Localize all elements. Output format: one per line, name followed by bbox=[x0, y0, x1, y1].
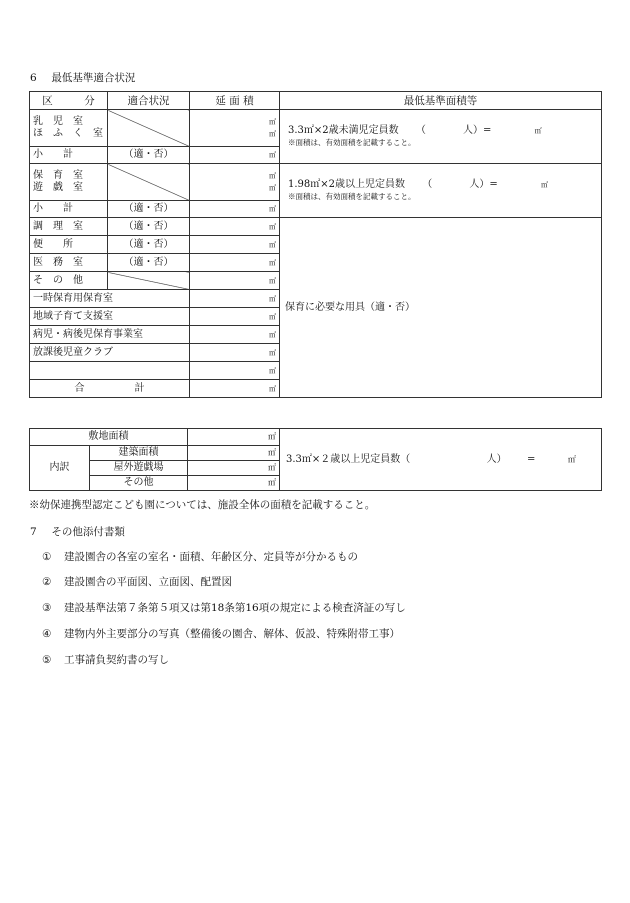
requirement-under2 bbox=[280, 110, 602, 164]
attachment-number: ⑤ bbox=[42, 654, 52, 666]
minimum-standard-table bbox=[29, 91, 602, 398]
area-input-cell[interactable]: ㎡ bbox=[188, 446, 280, 461]
section-7-number: 7 bbox=[30, 526, 37, 538]
kodomoen-note: ※幼保連携型認定こども園については、施設全体の面積を記載すること。 bbox=[29, 499, 376, 511]
site-area-table bbox=[29, 428, 602, 491]
tekigo-mark[interactable]: （適・否） bbox=[108, 201, 190, 218]
list-item bbox=[42, 626, 400, 641]
sick-child-label: 病児・病後児保育事業室 bbox=[30, 326, 190, 344]
attachment-number: ② bbox=[42, 576, 52, 588]
area-input-cell[interactable] bbox=[190, 110, 280, 147]
area-input-cell[interactable]: ㎡ bbox=[190, 362, 280, 380]
list-item bbox=[42, 549, 358, 564]
area-input-cell[interactable]: ㎡ bbox=[190, 272, 280, 290]
attachment-number: ① bbox=[42, 551, 52, 563]
area-input-cell[interactable]: ㎡ bbox=[190, 344, 280, 362]
area-input-cell[interactable]: ㎡ bbox=[190, 254, 280, 272]
other-label: そ の 他 bbox=[30, 272, 108, 290]
list-item bbox=[42, 574, 232, 589]
area-input-cell[interactable]: ㎡ bbox=[190, 147, 280, 164]
site-requirement bbox=[280, 429, 602, 491]
area-input-cell[interactable]: ㎡ bbox=[190, 380, 280, 398]
area-input-cell[interactable]: ㎡ bbox=[188, 461, 280, 476]
header-tekigo: 適合状況 bbox=[108, 92, 190, 110]
table-row bbox=[30, 429, 602, 446]
area-input-cell[interactable]: ㎡ bbox=[190, 326, 280, 344]
tekigo-mark[interactable]: （適・否） bbox=[108, 236, 190, 254]
area-input-cell[interactable]: ㎡ bbox=[190, 236, 280, 254]
list-item bbox=[42, 652, 169, 667]
req2-unit: ㎡ bbox=[540, 180, 548, 189]
diagonal-cell bbox=[108, 272, 190, 290]
breakdown-label: 内訳 bbox=[30, 446, 90, 491]
header-kijun: 最低基準面積等 bbox=[280, 92, 602, 110]
req2-main: 1.98㎡×2歳以上児定員数 bbox=[288, 178, 406, 190]
section-7-title: その他添付書類 bbox=[51, 526, 125, 538]
req2-note: ※面積は、有効面積を記載すること。 bbox=[288, 191, 416, 201]
req1-paren-open: （ bbox=[415, 124, 426, 136]
section-7-heading bbox=[30, 524, 125, 539]
diagonal-cell bbox=[108, 164, 190, 201]
outdoor-play-label: 屋外遊戯場 bbox=[90, 461, 188, 476]
site-req-eq: = bbox=[527, 453, 536, 465]
equipment-requirement bbox=[280, 218, 602, 398]
subtotal-label: 小 計 bbox=[30, 147, 108, 164]
hofukushitsu-label: ほ ふ く 室 bbox=[33, 128, 103, 139]
other-area-label: その他 bbox=[90, 476, 188, 491]
building-area-label: 建築面積 bbox=[90, 446, 188, 461]
req2-paren-close: 人）= bbox=[469, 178, 498, 190]
header-kubun: 区 分 bbox=[30, 92, 108, 110]
total-label: 合 計 bbox=[30, 380, 190, 398]
blank-label-cell[interactable] bbox=[30, 362, 190, 380]
tekigo-mark[interactable]: （適・否） bbox=[108, 218, 190, 236]
after-school-label: 放課後児童クラブ bbox=[30, 344, 190, 362]
site-req-main: 3.3㎡×２歳以上児定員数（ bbox=[286, 453, 411, 465]
unit-label: ㎡ bbox=[269, 172, 276, 180]
header-menseki: 延 面 積 bbox=[190, 92, 280, 110]
infant-rooms-label bbox=[30, 110, 108, 147]
table-row bbox=[30, 164, 602, 201]
site-req-paren-close: 人） bbox=[486, 453, 507, 465]
yugishitsu-label: 遊 戯 室 bbox=[33, 182, 83, 193]
toilet-label: 便 所 bbox=[30, 236, 108, 254]
req3-text: 保育に必要な用具（適・否） bbox=[285, 301, 415, 313]
attachment-number: ③ bbox=[42, 602, 52, 614]
area-input-cell[interactable]: ㎡ bbox=[190, 290, 280, 308]
attachment-text: 建設園舎の各室の室名・面積、年齢区分、定員等が分かるもの bbox=[64, 551, 358, 563]
attachment-text: 建物内外主要部分の写真（整備後の園舎、解体、仮設、特殊附帯工事） bbox=[64, 628, 400, 640]
req1-note: ※面積は、有効面積を記載すること。 bbox=[288, 137, 416, 147]
section-6-number: 6 bbox=[30, 72, 37, 84]
unit-label: ㎡ bbox=[269, 184, 276, 192]
subtotal-label: 小 計 bbox=[30, 201, 108, 218]
unit-label: ㎡ bbox=[269, 130, 276, 138]
requirement-over2 bbox=[280, 164, 602, 218]
medical-room-label: 医 務 室 bbox=[30, 254, 108, 272]
attachment-number: ④ bbox=[42, 628, 52, 640]
area-input-cell[interactable]: ㎡ bbox=[188, 476, 280, 491]
list-item bbox=[42, 600, 406, 615]
nyujishitsu-label: 乳 児 室 bbox=[33, 116, 83, 127]
kitchen-label: 調 理 室 bbox=[30, 218, 108, 236]
table-row bbox=[30, 218, 602, 236]
nursery-rooms-label bbox=[30, 164, 108, 201]
temporary-care-label: 一時保育用保育室 bbox=[30, 290, 190, 308]
req1-main: 3.3㎡×2歳未満児定員数 bbox=[288, 124, 399, 136]
section-6-heading bbox=[30, 70, 135, 85]
req1-paren-close: 人）= bbox=[463, 124, 492, 136]
area-input-cell[interactable]: ㎡ bbox=[188, 429, 280, 446]
hoikushitsu-label: 保 育 室 bbox=[33, 170, 83, 181]
attachment-text: 工事請負契約書の写し bbox=[64, 654, 169, 666]
table-row bbox=[30, 110, 602, 147]
area-input-cell[interactable] bbox=[190, 164, 280, 201]
diagonal-cell bbox=[108, 110, 190, 147]
tekigo-mark[interactable]: （適・否） bbox=[108, 147, 190, 164]
attachment-text: 建設基準法第７条第５項又は第18条第16項の規定による検査済証の写し bbox=[64, 602, 406, 614]
req1-unit: ㎡ bbox=[534, 126, 542, 135]
site-area-label: 敷地面積 bbox=[30, 429, 188, 446]
tekigo-mark[interactable]: （適・否） bbox=[108, 254, 190, 272]
section-6-title: 最低基準適合状況 bbox=[51, 72, 136, 84]
community-support-label: 地域子育て支援室 bbox=[30, 308, 190, 326]
area-input-cell[interactable]: ㎡ bbox=[190, 201, 280, 218]
site-req-unit: ㎡ bbox=[567, 454, 576, 464]
area-input-cell[interactable]: ㎡ bbox=[190, 218, 280, 236]
attachment-text: 建設園舎の平面図、立面図、配置図 bbox=[64, 576, 232, 588]
unit-label: ㎡ bbox=[269, 118, 276, 126]
area-input-cell[interactable]: ㎡ bbox=[190, 308, 280, 326]
req2-paren-open: （ bbox=[422, 178, 433, 190]
table-header-row bbox=[30, 92, 602, 110]
